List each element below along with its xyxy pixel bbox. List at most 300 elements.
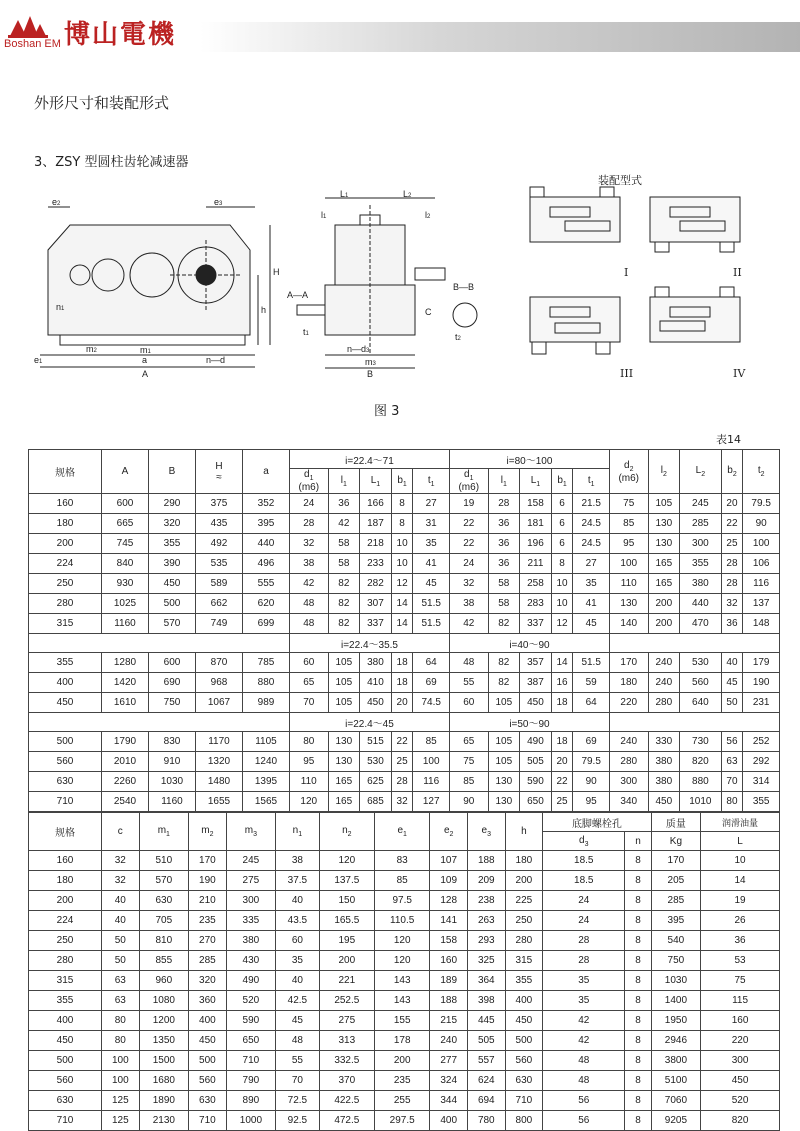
table-cell: 38 bbox=[449, 594, 488, 614]
table-cell: 790 bbox=[226, 1071, 275, 1091]
table-cell: 128 bbox=[430, 891, 468, 911]
table-cell: 8 bbox=[391, 494, 413, 514]
table-cell: 25 bbox=[551, 792, 573, 812]
label-A-A: A—A bbox=[287, 290, 309, 300]
table-cell: 8 bbox=[625, 1071, 651, 1091]
table-cell: 218 bbox=[360, 534, 392, 554]
table-cell: 220 bbox=[609, 693, 648, 713]
table-cell: 440 bbox=[243, 534, 290, 554]
table-cell: 315 bbox=[29, 971, 102, 991]
table-cell: 95 bbox=[609, 534, 648, 554]
table-cell: 450 bbox=[360, 693, 392, 713]
table-cell: 710 bbox=[29, 1111, 102, 1131]
front-view-drawing bbox=[30, 195, 280, 385]
table-cell: 8 bbox=[625, 971, 651, 991]
table-cell: 200 bbox=[29, 891, 102, 911]
table-cell: 520 bbox=[701, 1091, 780, 1111]
table-cell: 313 bbox=[319, 1031, 374, 1051]
table-cell: 165.5 bbox=[319, 911, 374, 931]
table-cell: 492 bbox=[196, 534, 243, 554]
table-cell: 190 bbox=[189, 871, 227, 891]
table-cell: 180 bbox=[29, 514, 102, 534]
table-cell: 360 bbox=[189, 991, 227, 1011]
table-cell: 150 bbox=[319, 891, 374, 911]
col-t2: $t_2$ bbox=[743, 450, 780, 494]
table-cell: 12 bbox=[391, 574, 413, 594]
table-cell: 435 bbox=[196, 514, 243, 534]
table-cell: 500 bbox=[505, 1031, 543, 1051]
table-cell: 650 bbox=[520, 792, 552, 812]
table-cell: 35 bbox=[573, 574, 610, 594]
table-cell: 55 bbox=[449, 673, 488, 693]
table-cell: 355 bbox=[680, 554, 722, 574]
table-cell: 450 bbox=[189, 1031, 227, 1051]
table-cell: 380 bbox=[360, 653, 392, 673]
side-view-drawing bbox=[285, 190, 510, 380]
table-cell: 496 bbox=[243, 554, 290, 574]
table-cell: 662 bbox=[196, 594, 243, 614]
table-cell: 840 bbox=[102, 554, 149, 574]
table-cell: 252.5 bbox=[319, 991, 374, 1011]
table-cell: 45 bbox=[276, 1011, 320, 1031]
table-cell: 48 bbox=[449, 653, 488, 673]
col-l1: $l_1$ bbox=[328, 469, 360, 494]
table-cell: 105 bbox=[488, 752, 520, 772]
table-cell: 28 bbox=[290, 514, 329, 534]
table-cell: 570 bbox=[149, 614, 196, 634]
table-cell: 82 bbox=[488, 614, 520, 634]
table-cell: 56 bbox=[543, 1111, 625, 1131]
dim-a: a bbox=[142, 355, 148, 365]
table-cell: 137.5 bbox=[319, 871, 374, 891]
table-cell: 100 bbox=[102, 1051, 140, 1071]
table-cell: 45 bbox=[721, 673, 743, 693]
table-cell: 400 bbox=[189, 1011, 227, 1031]
table-cell: 589 bbox=[196, 574, 243, 594]
table-cell: 32 bbox=[391, 792, 413, 812]
table-cell: 364 bbox=[467, 971, 505, 991]
table-cell: 1320 bbox=[196, 752, 243, 772]
col-t1: $t_1$ bbox=[413, 469, 450, 494]
table-cell: 1030 bbox=[651, 971, 700, 991]
table-cell: 250 bbox=[505, 911, 543, 931]
table-cell: 43.5 bbox=[276, 911, 320, 931]
table-cell: 51.5 bbox=[413, 594, 450, 614]
table-cell: 300 bbox=[701, 1051, 780, 1071]
table-cell: 8 bbox=[625, 1091, 651, 1111]
group-spacer bbox=[609, 713, 779, 732]
table-cell: 32 bbox=[290, 534, 329, 554]
table-cell: 515 bbox=[360, 732, 392, 752]
table-cell: 355 bbox=[29, 653, 102, 673]
col-H: H ≈ bbox=[196, 450, 243, 494]
col-L: L bbox=[701, 832, 780, 851]
table-cell: 270 bbox=[189, 931, 227, 951]
table-cell: 120 bbox=[375, 931, 430, 951]
table-row bbox=[29, 891, 780, 911]
table-cell: 120 bbox=[290, 792, 329, 812]
table-cell: 75 bbox=[701, 971, 780, 991]
table-cell: 292 bbox=[743, 752, 780, 772]
col-d3: $d_3$ bbox=[543, 832, 625, 851]
table-cell: 24 bbox=[449, 554, 488, 574]
table-cell: 357 bbox=[520, 653, 552, 673]
table-cell: 380 bbox=[648, 772, 680, 792]
brand-name-en: Boshan EM bbox=[4, 38, 61, 50]
table-cell: 22 bbox=[449, 534, 488, 554]
table-cell: 130 bbox=[328, 732, 360, 752]
table-cell: 140 bbox=[609, 614, 648, 634]
table-cell: 24.5 bbox=[573, 514, 610, 534]
table-cell: 8 bbox=[625, 891, 651, 911]
table-cell: 200 bbox=[648, 614, 680, 634]
table-cell: 178 bbox=[375, 1031, 430, 1051]
table-cell: 1395 bbox=[243, 772, 290, 792]
table-cell: 8 bbox=[625, 931, 651, 951]
table-cell: 40 bbox=[102, 911, 140, 931]
col-mass: 质量 bbox=[651, 813, 700, 832]
table-cell: 780 bbox=[467, 1111, 505, 1131]
table-cell: 160 bbox=[29, 851, 102, 871]
table-cell: 28 bbox=[391, 772, 413, 792]
table-cell: 80 bbox=[102, 1011, 140, 1031]
table-cell: 105 bbox=[328, 673, 360, 693]
table-cell: 24 bbox=[543, 911, 625, 931]
table-row bbox=[29, 931, 780, 951]
col-L1-b: $L_1$ bbox=[520, 469, 552, 494]
table-cell: 410 bbox=[360, 673, 392, 693]
table-cell: 560 bbox=[29, 1071, 102, 1091]
dim-L2: L2 bbox=[403, 190, 412, 199]
table-cell: 155 bbox=[375, 1011, 430, 1031]
table-cell: 280 bbox=[505, 931, 543, 951]
table-cell: 300 bbox=[680, 534, 722, 554]
table-cell: 490 bbox=[226, 971, 275, 991]
table-cell: 90 bbox=[449, 792, 488, 812]
table-cell: 95 bbox=[573, 792, 610, 812]
table-row bbox=[29, 1011, 780, 1031]
table-cell: 143 bbox=[375, 971, 430, 991]
table-cell: 148 bbox=[743, 614, 780, 634]
table-cell: 14 bbox=[701, 871, 780, 891]
table-cell: 64 bbox=[573, 693, 610, 713]
table-cell: 28 bbox=[543, 951, 625, 971]
table-cell: 630 bbox=[189, 1091, 227, 1111]
group-spacer bbox=[29, 634, 290, 653]
table-cell: 22 bbox=[449, 514, 488, 534]
table-cell: 235 bbox=[189, 911, 227, 931]
table-cell: 2260 bbox=[102, 772, 149, 792]
table-cell: 450 bbox=[29, 1031, 102, 1051]
table-cell: 130 bbox=[488, 792, 520, 812]
table-cell: 535 bbox=[196, 554, 243, 574]
col-e1: $e_1$ bbox=[375, 813, 430, 851]
table-cell: 275 bbox=[319, 1011, 374, 1031]
dim-n-d3: n—d3 bbox=[347, 344, 370, 354]
table-cell: 200 bbox=[319, 951, 374, 971]
table-cell: 32 bbox=[102, 851, 140, 871]
dim-m3: m3 bbox=[365, 357, 376, 367]
table-cell: 63 bbox=[102, 991, 140, 1011]
table-cell: 69 bbox=[573, 732, 610, 752]
table-cell: 22 bbox=[721, 514, 743, 534]
table-header bbox=[29, 450, 780, 494]
table-cell: 127 bbox=[413, 792, 450, 812]
table-cell: 300 bbox=[609, 772, 648, 792]
col-a: a bbox=[243, 450, 290, 494]
table-cell: 179 bbox=[743, 653, 780, 673]
table-cell: 170 bbox=[651, 851, 700, 871]
table-cell: 36 bbox=[721, 614, 743, 634]
table-cell: 694 bbox=[467, 1091, 505, 1111]
table-cell: 8 bbox=[625, 1051, 651, 1071]
table-cell: 160 bbox=[701, 1011, 780, 1031]
table-cell: 105 bbox=[328, 693, 360, 713]
table-cell: 422.5 bbox=[319, 1091, 374, 1111]
header-banner bbox=[200, 22, 800, 52]
table-cell: 263 bbox=[467, 911, 505, 931]
table-cell: 35 bbox=[276, 951, 320, 971]
table-cell: 130 bbox=[648, 534, 680, 554]
table-cell: 8 bbox=[625, 1111, 651, 1131]
table-cell: 59 bbox=[573, 673, 610, 693]
table-cell: 19 bbox=[701, 891, 780, 911]
assembly-diagrams bbox=[520, 185, 760, 375]
table-cell: 960 bbox=[139, 971, 188, 991]
table-cell: 630 bbox=[505, 1071, 543, 1091]
table-cell: 24 bbox=[290, 494, 329, 514]
col-t1-b: $t_1$ bbox=[573, 469, 610, 494]
table-cell: 196 bbox=[520, 534, 552, 554]
table-cell: 252 bbox=[743, 732, 780, 752]
table-cell: 80 bbox=[102, 1031, 140, 1051]
group-ratio-label: i=40～90 bbox=[449, 634, 609, 653]
table-cell: 74.5 bbox=[413, 693, 450, 713]
table-cell: 730 bbox=[680, 732, 722, 752]
table-cell: 245 bbox=[680, 494, 722, 514]
table-cell: 53 bbox=[701, 951, 780, 971]
table-cell: 28 bbox=[721, 554, 743, 574]
table-cell: 90 bbox=[573, 772, 610, 792]
table-cell: 80 bbox=[721, 792, 743, 812]
group-ratio-1: i=22.4～71 bbox=[290, 450, 450, 469]
table-row bbox=[29, 971, 780, 991]
table-cell: 1790 bbox=[102, 732, 149, 752]
col-B: B bbox=[149, 450, 196, 494]
table-cell: 180 bbox=[505, 851, 543, 871]
table-cell: 80 bbox=[290, 732, 329, 752]
table-cell: 50 bbox=[102, 931, 140, 951]
table-cell: 215 bbox=[430, 1011, 468, 1031]
table-cell: 640 bbox=[680, 693, 722, 713]
table-cell: 36 bbox=[488, 554, 520, 574]
table-cell: 60 bbox=[290, 653, 329, 673]
table-cell: 10 bbox=[391, 554, 413, 574]
table-cell: 8 bbox=[625, 991, 651, 1011]
table-cell: 315 bbox=[29, 614, 102, 634]
table-cell: 110.5 bbox=[375, 911, 430, 931]
dim-B: B bbox=[367, 369, 374, 379]
table-cell: 400 bbox=[29, 1011, 102, 1031]
table-row bbox=[29, 534, 780, 554]
dim-l2: l2 bbox=[425, 210, 431, 220]
assembly-title: 装配型式 bbox=[598, 174, 642, 187]
table-cell: 18 bbox=[551, 732, 573, 752]
table-cell: 130 bbox=[488, 772, 520, 792]
table-cell: 130 bbox=[609, 594, 648, 614]
table-cell: 48 bbox=[290, 614, 329, 634]
table-cell: 105 bbox=[648, 494, 680, 514]
table-cell: 36 bbox=[488, 534, 520, 554]
col-h: h bbox=[505, 813, 543, 851]
table-cell: 255 bbox=[375, 1091, 430, 1111]
table-cell: 258 bbox=[520, 574, 552, 594]
table-cell: 28 bbox=[543, 931, 625, 951]
table-cell: 211 bbox=[520, 554, 552, 574]
table-cell: 530 bbox=[360, 752, 392, 772]
table-cell: 380 bbox=[226, 931, 275, 951]
table-cell: 1067 bbox=[196, 693, 243, 713]
figure-caption: 图 3 bbox=[374, 404, 400, 419]
table-cell: 143 bbox=[375, 991, 430, 1011]
table-cell: 22 bbox=[551, 772, 573, 792]
table-cell: 224 bbox=[29, 911, 102, 931]
table-cell: 282 bbox=[360, 574, 392, 594]
table-cell: 665 bbox=[102, 514, 149, 534]
col-d2: $d_2$ (m6) bbox=[609, 450, 648, 494]
table-row bbox=[29, 911, 780, 931]
table-cell: 240 bbox=[430, 1031, 468, 1051]
table-cell: 188 bbox=[467, 851, 505, 871]
table-cell: 250 bbox=[29, 931, 102, 951]
table-cell: 398 bbox=[467, 991, 505, 1011]
table-cell: 505 bbox=[520, 752, 552, 772]
col-spec: 规格 bbox=[29, 813, 102, 851]
table-number: 表14 bbox=[716, 433, 741, 446]
table-cell: 42 bbox=[290, 574, 329, 594]
table-cell: 490 bbox=[520, 732, 552, 752]
table-cell: 25 bbox=[721, 534, 743, 554]
dim-h: h bbox=[261, 305, 267, 315]
table-cell: 6 bbox=[551, 494, 573, 514]
table-cell: 1890 bbox=[139, 1091, 188, 1111]
table-cell: 60 bbox=[449, 693, 488, 713]
table-cell: 27 bbox=[573, 554, 610, 574]
dim-l1: l1 bbox=[321, 210, 327, 220]
dim-e2: e2 bbox=[52, 197, 61, 207]
table-cell: 225 bbox=[505, 891, 543, 911]
table-cell: 1350 bbox=[139, 1031, 188, 1051]
col-L1: $L_1$ bbox=[360, 469, 392, 494]
table-cell: 2010 bbox=[102, 752, 149, 772]
table-cell: 275 bbox=[226, 871, 275, 891]
table-cell: 233 bbox=[360, 554, 392, 574]
table-cell: 48 bbox=[290, 594, 329, 614]
table-cell: 165 bbox=[648, 554, 680, 574]
brand-logo-icon bbox=[8, 14, 48, 38]
table-cell: 181 bbox=[520, 514, 552, 534]
table-cell: 109 bbox=[430, 871, 468, 891]
table-cell: 48 bbox=[276, 1031, 320, 1051]
table-cell: 355 bbox=[29, 991, 102, 1011]
table-cell: 810 bbox=[139, 931, 188, 951]
col-m1: $m_1$ bbox=[139, 813, 188, 851]
table-cell: 540 bbox=[651, 931, 700, 951]
table-cell: 100 bbox=[413, 752, 450, 772]
table-cell: 166 bbox=[360, 494, 392, 514]
table-cell: 989 bbox=[243, 693, 290, 713]
table-cell: 18 bbox=[551, 693, 573, 713]
table-cell: 50 bbox=[721, 693, 743, 713]
col-e3: $e_3$ bbox=[467, 813, 505, 851]
table-cell: 510 bbox=[139, 851, 188, 871]
col-e2: $e_2$ bbox=[430, 813, 468, 851]
table-cell: 97.5 bbox=[375, 891, 430, 911]
table-cell: 2540 bbox=[102, 792, 149, 812]
table-cell: 36 bbox=[488, 514, 520, 534]
table-cell: 710 bbox=[189, 1111, 227, 1131]
table-cell: 830 bbox=[149, 732, 196, 752]
table-cell: 245 bbox=[226, 851, 275, 871]
table-cell: 387 bbox=[520, 673, 552, 693]
table-cell: 380 bbox=[648, 752, 680, 772]
table-cell: 25 bbox=[391, 752, 413, 772]
table-cell: 250 bbox=[29, 574, 102, 594]
table-cell: 40 bbox=[276, 971, 320, 991]
group-spacer bbox=[609, 634, 779, 653]
table-cell: 1420 bbox=[102, 673, 149, 693]
table-cell: 110 bbox=[609, 574, 648, 594]
table-cell: 2946 bbox=[651, 1031, 700, 1051]
table-cell: 355 bbox=[743, 792, 780, 812]
table-cell: 24 bbox=[543, 891, 625, 911]
assembly-label-4: IV bbox=[733, 367, 746, 380]
table-row bbox=[29, 614, 780, 634]
table-cell: 5100 bbox=[651, 1071, 700, 1091]
table-cell: 3800 bbox=[651, 1051, 700, 1071]
dim-C: C bbox=[425, 307, 432, 317]
table-cell: 27 bbox=[413, 494, 450, 514]
dimensions-table bbox=[28, 449, 780, 812]
table-cell: 650 bbox=[226, 1031, 275, 1051]
table-cell: 180 bbox=[609, 673, 648, 693]
table-cell: 224 bbox=[29, 554, 102, 574]
table-cell: 56 bbox=[721, 732, 743, 752]
table-cell: 58 bbox=[488, 594, 520, 614]
table-cell: 165 bbox=[648, 574, 680, 594]
table-cell: 395 bbox=[243, 514, 290, 534]
table-cell: 590 bbox=[226, 1011, 275, 1031]
table-cell: 18 bbox=[391, 673, 413, 693]
table-cell: 530 bbox=[680, 653, 722, 673]
table-cell: 38 bbox=[290, 554, 329, 574]
table-cell: 395 bbox=[651, 911, 700, 931]
table-cell: 624 bbox=[467, 1071, 505, 1091]
table-cell: 1565 bbox=[243, 792, 290, 812]
table-cell: 82 bbox=[328, 574, 360, 594]
table-cell: 330 bbox=[648, 732, 680, 752]
dim-n1: n1 bbox=[56, 302, 65, 312]
table-cell: 28 bbox=[488, 494, 520, 514]
group-ratio-label: i=22.4～45 bbox=[290, 713, 450, 732]
table-cell: 85 bbox=[449, 772, 488, 792]
table-cell: 51.5 bbox=[413, 614, 450, 634]
table-cell: 1160 bbox=[149, 792, 196, 812]
table-cell: 63 bbox=[102, 971, 140, 991]
table-cell: 335 bbox=[226, 911, 275, 931]
table-cell: 1680 bbox=[139, 1071, 188, 1091]
table-cell: 240 bbox=[648, 653, 680, 673]
